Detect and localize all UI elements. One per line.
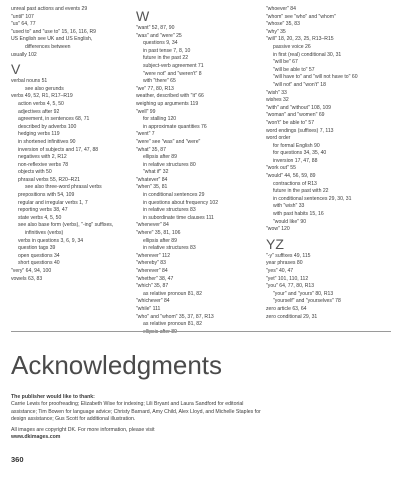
index-entry: "will" 18, 20, 23, 25, R13–R15 (266, 36, 334, 43)
index-entry: "won't" be able to" 57 (266, 119, 315, 126)
index-subentry: differences between (25, 43, 71, 50)
index-subentry: in subordinate time clauses 111 (143, 214, 214, 221)
index-subentry: questions 9, 34 (143, 40, 178, 47)
index-subentry: passive voice 26 (273, 43, 311, 50)
page-number: 360 (11, 455, 24, 464)
index-entry: "whose" 35, 83 (266, 21, 300, 28)
acknowledgments-lead: The publisher would like to thank: (11, 394, 95, 400)
index-subentry: "will not" and "won't" 18 (273, 81, 326, 88)
acknowledgments-body (11, 394, 261, 444)
index-entry: "why" 35 (266, 28, 286, 35)
index-subentry: negatives with 2, R12 (18, 154, 67, 161)
index-subentry: in past tense 7, 8, 10 (143, 47, 191, 54)
index-subentry: hedging verbs 119 (18, 131, 60, 138)
index-entry: word order (266, 135, 291, 142)
index-entry: weighing up arguments 119 (136, 100, 199, 107)
index-entry: weather, described with "it" 66 (136, 93, 204, 100)
index-subentry: future in the past with 22 (273, 188, 329, 195)
index-entry: usually 102 (11, 51, 37, 58)
index-subentry: for stalling 120 (143, 116, 177, 123)
index-letter-heading: W (136, 8, 150, 24)
index-entry: "work out" 55 (266, 165, 296, 172)
index-entry: word endings (suffixes) 7, 113 (266, 127, 334, 134)
index-subentry: in questions about frequency 102 (143, 199, 219, 206)
index-entry: "with" and "without" 108, 109 (266, 104, 332, 111)
index-entry: zero article 63, 64 (266, 305, 307, 312)
index-subentry: non-reflexive verbs 78 (18, 161, 69, 168)
index-subentry: objects with 50 (18, 169, 52, 176)
index-subentry: as relative pronoun 81, 82 (143, 321, 202, 328)
index-entry: "until" 107 (11, 13, 34, 20)
index-entry: "who" and "whom" 35, 37, 87, R13 (136, 313, 214, 320)
index-subentry: prepositions with 54, 109 (18, 192, 75, 199)
index-entry: "whether" 38, 47 (136, 275, 174, 282)
index-subentry: as relative pronoun 81, 82 (143, 290, 202, 297)
index-subentry: see also gerunds (25, 85, 64, 92)
index-subentry: for questions 34, 35, 40 (273, 150, 327, 157)
index-subentry: inversion of subjects and 17, 47, 88 (18, 146, 99, 153)
index-subentry: regular and irregular verbs 1, 7 (18, 199, 88, 206)
index-subentry: "will be" 67 (273, 59, 298, 66)
index-subentry: future in the past 22 (143, 55, 189, 62)
index-subentry: in approximate quantities 76 (143, 123, 207, 130)
index-subentry: question tags 39 (18, 245, 56, 252)
index-column-2 (136, 6, 258, 336)
index-subentry: inversion 17, 47, 88 (273, 157, 318, 164)
copyright-text: All images are copyright DK. For more information, please visit (11, 426, 155, 433)
index-entry: "went" 7 (136, 131, 155, 138)
section-divider (11, 331, 391, 332)
index-entry: "wherever" 112 (136, 252, 171, 259)
index-subentry: "your" and "yours" 80, R13 (273, 290, 334, 297)
index-subentry: "yourself" and "yourselves" 78 (273, 298, 341, 305)
index-entry: wishes 32 (266, 97, 289, 104)
index-entry: "yet" 101, 110, 112 (266, 275, 309, 282)
index-letter-heading: YZ (266, 235, 284, 252)
index-entry: "yes" 40, 47 (266, 268, 294, 274)
index-entry: "while" 111 (136, 305, 161, 312)
index-entry: "which" 35, 87 (136, 283, 169, 290)
index-column-3 (266, 6, 388, 321)
index-entry: "were" see "was" and "were" (136, 138, 201, 145)
index-subentry: infinitives (verbs) (25, 230, 64, 237)
index-entry: "whenever" 84 (136, 222, 169, 229)
index-subentry: ellipsis after 89 (143, 328, 177, 335)
index-entry: "what" 35, 87 (136, 146, 166, 153)
index-entry: "-y" suffixes 49, 115 (266, 252, 311, 259)
index-subentry: "would like" 90 (273, 218, 307, 225)
index-entry: "well" 99 (136, 108, 156, 115)
index-subentry: in conditional sentences 29, 30, 31 (273, 195, 352, 202)
index-subentry: in conditional sentences 29 (143, 192, 205, 199)
website-link[interactable]: www.dkimages.com (11, 434, 61, 441)
index-entry: "wherever" 84 (136, 268, 168, 274)
index-entry: "whom" see "who" and "whom" (266, 13, 336, 20)
index-entry: "whatever" 84 (136, 176, 168, 183)
index-subentry: described by adverbs 100 (18, 123, 77, 130)
index-entry: "wish" 33 (266, 89, 287, 96)
index-entry: "whichever" 84 (136, 298, 170, 305)
index-subentry: contractions of R13 (273, 180, 317, 187)
index-entry: year phrases 80 (266, 260, 303, 267)
index-subentry: see also three-word phrasal verbs (25, 184, 102, 191)
index-subentry: phrasal verbs 55, R20–R21 (18, 176, 81, 183)
index-subentry: in relative structures 83 (143, 207, 196, 214)
index-column-1 (11, 6, 133, 283)
index-subentry: see also base form (verbs), "-ing" suffixes, (18, 222, 114, 229)
index-entry: "us" 64, 77 (11, 21, 36, 28)
index-subentry: in first (real) conditional 30, 31 (273, 51, 342, 58)
index-subentry: ellipsis after 89 (143, 154, 177, 161)
index-entry: "was" and "were" 25 (136, 32, 182, 39)
index-entry: "used to" and "use to" 15, 16, 116, R9 (11, 28, 97, 35)
index-entry: "want" 52, 87, 90 (136, 25, 175, 31)
acknowledgments-text: Carrie Lewis for proofreading; Elizabeth Wise for indexing; Lili Bryant and Laura Sandford for editorial assistance; Tim Bowen for language advice; Christy Barnard, Amy Child, Alex Lloyd, and Michelle Staples for design assistance; Gus Scott for additional illustration. (11, 401, 261, 423)
index-entry: "when" 35, 81 (136, 184, 168, 191)
index-entry: unreal past actions and events 29 (11, 6, 88, 12)
index-subentry: in relative structures 80 (143, 161, 196, 168)
index-subentry: in shortened infinitives 90 (18, 138, 76, 145)
index-subentry: "were not" and "weren't" 8 (143, 70, 202, 77)
index-entry: "very" 64, 94, 100 (11, 268, 52, 274)
index-subentry: agreement, in sentences 68, 71 (18, 116, 90, 123)
index-subentry: in relative structures 83 (143, 245, 196, 252)
index-subentry: "what if" 32 (143, 169, 169, 176)
index-subentry: action verbs 4, 5, 50 (18, 100, 64, 107)
index-subentry: open questions 34 (18, 252, 60, 259)
index-subentry: ellipsis after 89 (143, 237, 177, 244)
index-subentry: "will have to" and "will not have to" 60 (273, 74, 358, 81)
index-entry: "would" 44, 56, 59, 89 (266, 173, 316, 180)
index-subentry: reporting verbs 38, 47 (18, 207, 68, 214)
index-entry: "whoever" 84 (266, 6, 296, 12)
index-entry: "woman" and "women" 69 (266, 112, 325, 119)
index-subentry: adjectives after 92 (18, 108, 60, 115)
index-subentry: state verbs 4, 5, 50 (18, 214, 62, 221)
index-subentry: with past habits 15, 16 (273, 211, 324, 218)
index-subentry: short questions 40 (18, 260, 60, 267)
index-letter-heading: V (11, 61, 21, 78)
index-entry: US English see UK and US English, (11, 36, 93, 43)
index-entry: verbs 49, 52, R1, R17–R19 (11, 93, 73, 100)
index-subentry: verbs in questions 3, 6, 9, 34 (18, 237, 84, 244)
index-subentry: with "there" 65 (143, 78, 176, 85)
index-entry: "wow" 120 (266, 226, 290, 233)
index-subentry: "will be able to" 57 (273, 66, 315, 73)
index-entry: "you" 64, 77, 80, R13 (266, 283, 315, 290)
index-subentry: with "wish" 33 (273, 203, 305, 210)
index-entry: vowels 63, 83 (11, 275, 43, 282)
index-subentry: for formal English 90 (273, 142, 320, 149)
acknowledgments-heading: Acknowledgments (11, 350, 222, 380)
index-entry: verbal nouns 51 (11, 78, 48, 85)
index-entry: "whereby" 83 (136, 260, 166, 267)
index-entry: "where" 35, 81, 106 (136, 230, 181, 237)
index-subentry: subject-verb agreement 71 (143, 62, 204, 69)
index-entry: "we" 77, 80, R13 (136, 85, 174, 92)
index-entry: zero conditional 29, 31 (266, 313, 318, 320)
